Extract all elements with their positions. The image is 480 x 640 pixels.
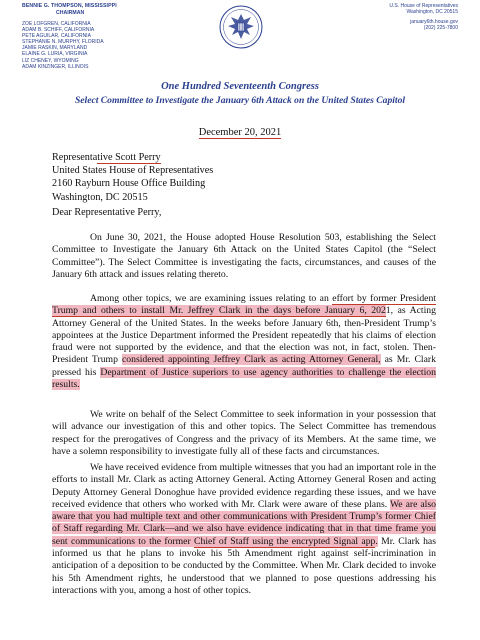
house-line: U.S. House of Representatives — [389, 3, 458, 9]
member-list — [22, 21, 172, 70]
paragraph-4-highlight-underline: Chief of Staff using the encrypted Signal app — [194, 535, 376, 547]
member-name: ZOE LOFGREN, CALIFORNIA — [22, 21, 91, 27]
chair-title: CHAIRMAN — [56, 10, 85, 16]
paragraph-4-text-a: We have received evidence from multiple witnesses that you had an important role in the efforts to install Mr. Clark as acting Attorney General. Acting Attorney General Rosen and acting Deputy Attorney General Donoghue have provided evidence regarding these issues, and we have received evidence that others who worked with Mr. Clark were aware of these plans. — [52, 462, 436, 510]
member-name: ADAM B. SCHIFF, CALIFORNIA — [22, 27, 95, 34]
paragraph-1-text: On June 30, 2021, the House adopted House Resolution 503, establishing the Select Committee to Investigate the January 6th Attack on the United States Capitol (the “Select Committee”). The Select Committee is investigating the facts, circumstances, and causes of the January 6th attack and issues relating thereto. — [52, 232, 436, 280]
paragraph-2-highlight-1: Trump and others to install Mr. Jeffrey Clark in the days before January 6, 202 — [52, 305, 386, 317]
paragraph-2-text-d: 1, as Acting Attorney General of the United States. In the weeks before January 6th, then-President Trump’s appointees at the Justice Department informed the President repeatedly that his claims of election fraud were not supported by the evidence, and that the election was not, in fact, stolen. Then-President Trump — [52, 305, 436, 366]
address-block — [52, 151, 213, 204]
paragraph-2-highlight-2: considered appointing Jeffrey Clark as acting Attorney General, — [121, 354, 381, 366]
addressee-name — [52, 151, 213, 164]
house-city: Washington, DC 20515 — [406, 9, 458, 16]
addressee-name-prefix: Representa — [52, 152, 98, 163]
paragraph-4-period: . — [375, 535, 378, 547]
member-name: STEPHANIE N. MURPHY, FLORIDA — [22, 39, 104, 46]
salutation: Dear Representative Perry, — [52, 207, 162, 218]
paragraph-3-text: We write on behalf of the Select Committee to seek information in your possession that will advance our investigation of this and other topics. The Select Committee has tremendous respect for the prerogatives of Congress and the privacy of its Members. At the same time, we have a solemn responsibility to investigate fully all of these facts and circumstances. — [52, 409, 436, 457]
committee-website: january6th.house.gov — [410, 19, 458, 26]
member-name: LIZ CHENEY, WYOMING — [22, 57, 79, 64]
paragraph-2-underline-1: effort by former President — [332, 293, 436, 304]
letter-date — [0, 127, 480, 138]
addressee-line: United States House of Representatives — [52, 165, 214, 177]
paragraph-2-text-a: Among other topics, we are examining issues relating to an — [90, 293, 333, 304]
addressee-line: 2160 Rayburn House Office Building — [52, 178, 206, 190]
paragraph-3 — [52, 409, 436, 458]
paragraph-2-text-f: as Mr. Clark pressed his — [52, 354, 436, 378]
paragraph-4 — [52, 462, 436, 597]
paragraph-4-highlight-1: We are also aware that you had multiple text and other communications with President Trump’s former Chief of Staff regarding Mr. Clark—and we also have evidence indicating that in that time frame you sent communications to the former — [52, 498, 436, 547]
member-name: ADAM KINZINGER, ILLINOIS — [22, 63, 89, 70]
addressee-name-underlined: tive Scott Perry — [97, 152, 161, 163]
addressee-line: Washington, DC 20515 — [52, 191, 148, 203]
member-name: PETE AGUILAR, CALIFORNIA — [22, 33, 91, 40]
letterhead-right — [318, 3, 458, 31]
chair-name: BENNIE G. THOMPSON, MISSISSIPPI — [22, 3, 117, 9]
letter-date-text: December 20, 2021 — [198, 127, 282, 138]
paragraph-2 — [52, 293, 436, 391]
congress-heading: One Hundred Seventeenth Congress — [161, 81, 319, 92]
letterhead-left — [22, 3, 172, 70]
member-name: ELAINE G. LURIA, VIRGINIA — [22, 51, 88, 58]
member-name: JAMIE RASKIN, MARYLAND — [22, 45, 88, 52]
committee-heading: Select Committee to Investigate the January 6th Attack on the United States Capitol — [74, 95, 406, 106]
paragraph-2-highlight-3: Department of Justice superiors to use agency authorities to challenge the election results. — [52, 366, 436, 391]
paragraph-4-text-e: Mr. Clark has informed us that he plans to invoke his 5th Amendment right against self-incrimination in anticipation of a deposition to be conducted by the Committee. When Mr. Clark decided to invoke his 5th Amendment rights, he understood that we planned to pose questions addressing his interactions with you, among a host of other topics. — [52, 535, 436, 596]
committee-phone: (202) 225-7800 — [423, 25, 458, 32]
congressional-seal-icon — [218, 4, 264, 50]
paragraph-1 — [52, 232, 436, 281]
